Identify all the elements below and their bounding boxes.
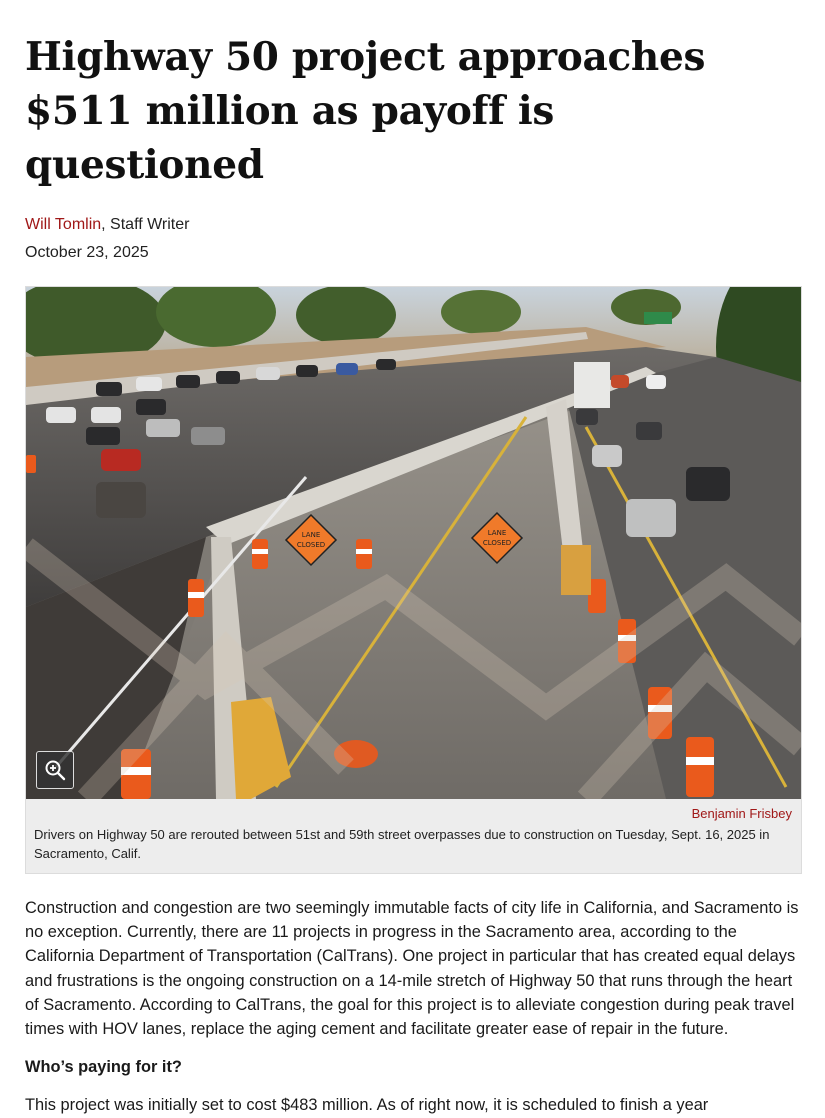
article-body: [25, 896, 800, 1118]
photo-caption: Drivers on Highway 50 are rerouted between 51st and 59th street overpasses due to construction on Tuesday, Sept. 16, 2025 in Sacramento, Calif.: [34, 827, 770, 861]
byline: [25, 216, 800, 234]
svg-text:CLOSED: CLOSED: [296, 541, 326, 549]
section-heading: Who’s paying for it?: [25, 1058, 182, 1077]
author-link[interactable]: Will Tomlin: [25, 216, 102, 233]
paragraph: Construction and congestion are two seemingly immutable facts of city life in California, and Sacramento is no exception. Currently, there are 11 projects in progress in the Sacramento area, according to the California Department of Transportation (CalTrans). One project in particular that has created equal delays and frustrations is the ongoing construction on a 14-mile stretch of Highway 50 that runs through the heart of Sacramento. According to CalTrans, the goal for this project is to alleviate congestion during peak travel times with HOV lanes, replace the aging cement and facilitate greater ease of repair in the future.: [25, 899, 799, 1039]
highway-photo[interactable]: [26, 287, 801, 799]
photo-credit: Benjamin Frisbey: [691, 806, 792, 821]
paragraph: This project was initially set to cost $483 million. As of right now, it is scheduled to finish a year: [25, 1096, 709, 1115]
zoom-in-icon: [44, 759, 66, 781]
photo-figure: [25, 286, 802, 874]
photo-illustration: [26, 287, 801, 799]
publish-date: October 23, 2025: [25, 244, 149, 261]
author-role: , Staff Writer: [101, 216, 190, 233]
headline: Highway 50 project approaches $511 million as payoff is questioned: [25, 34, 706, 188]
zoom-button[interactable]: [36, 751, 74, 789]
svg-text:LANE: LANE: [301, 531, 321, 539]
svg-text:LANE: LANE: [487, 529, 507, 537]
svg-text:CLOSED: CLOSED: [482, 539, 512, 547]
